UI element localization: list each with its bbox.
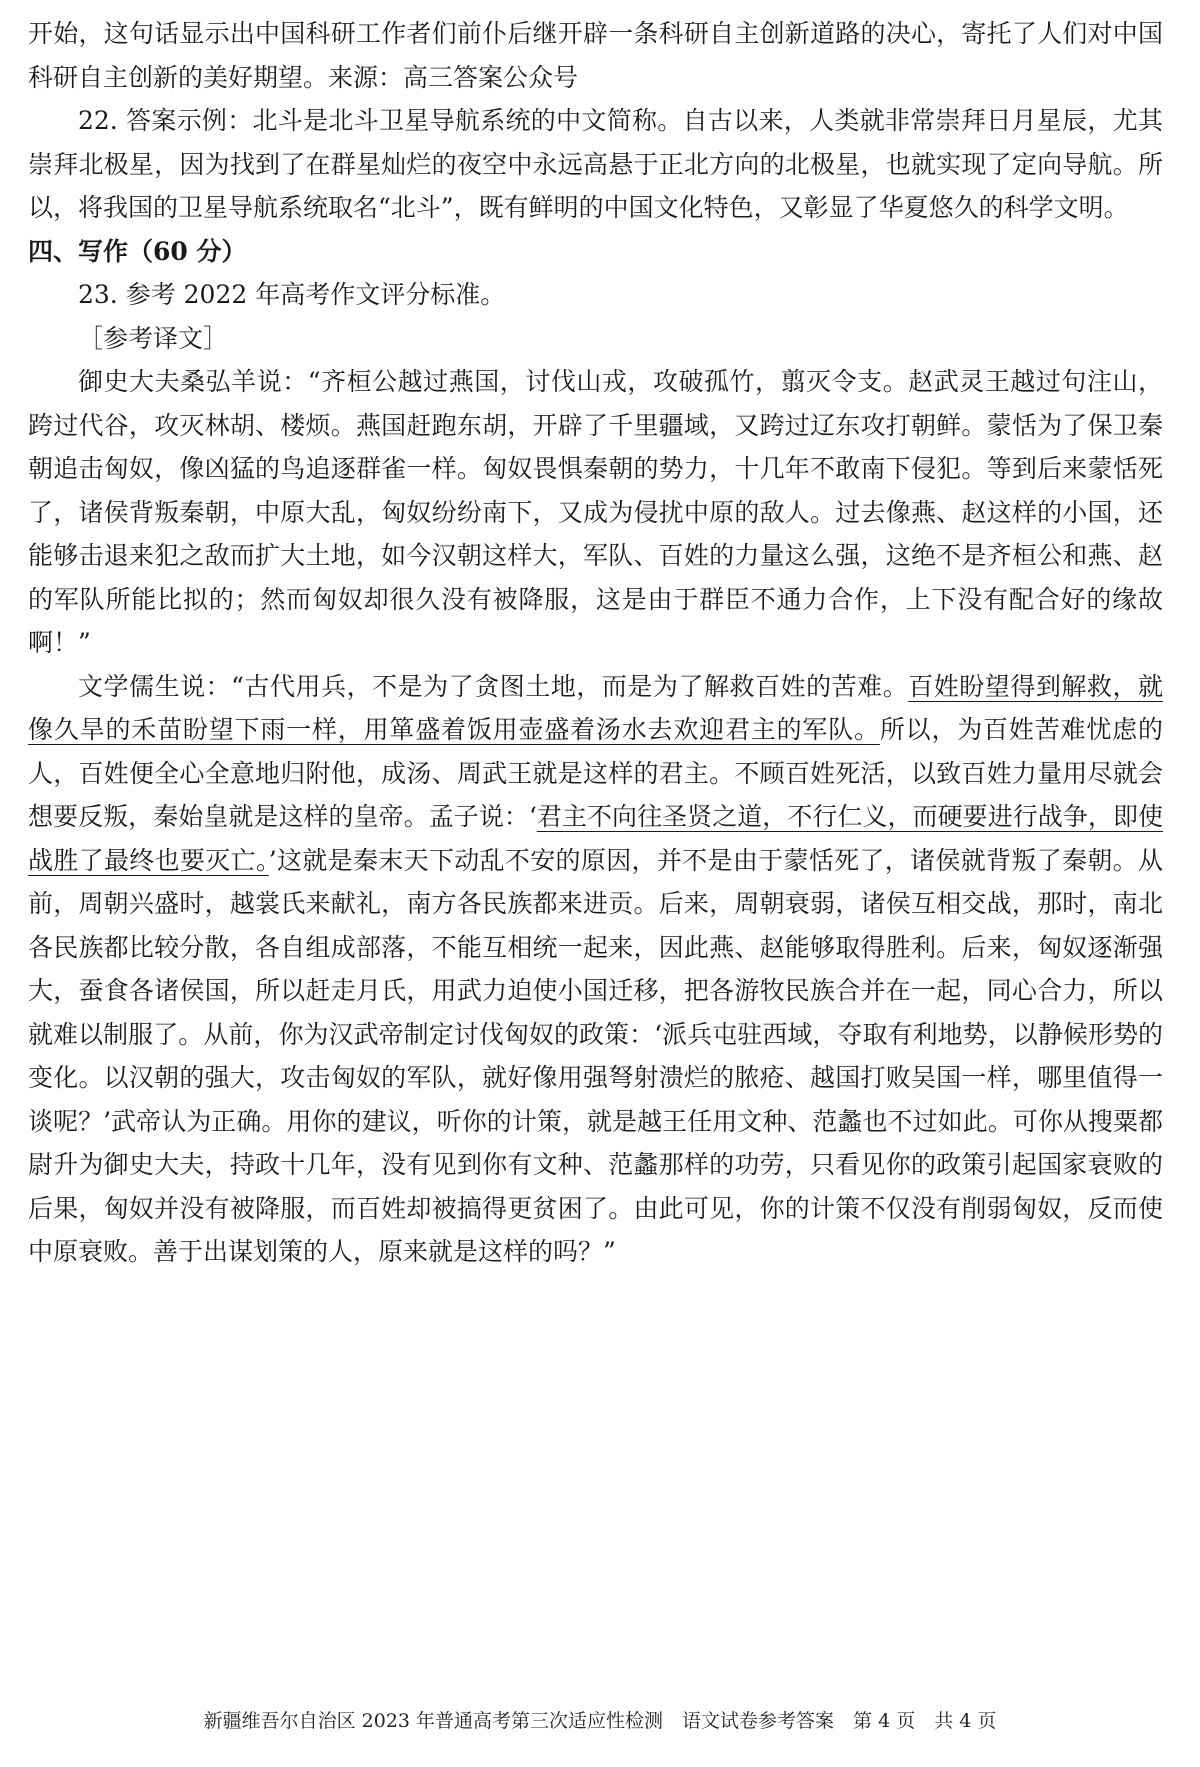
translation-paragraph-confucian-scholar <box>28 665 1163 1274</box>
translation-label: ［参考译文］ <box>78 323 229 353</box>
page-footer: 新疆维吾尔自治区 2023 年普通高考第三次适应性检测 语文试卷参考答案 第 4 页 共 4 页 <box>203 1710 997 1732</box>
scholar-sentence-1: 文学儒生说：“古代用兵，不是为了贪图土地，而是为了解救百姓的苦难。 <box>78 671 909 701</box>
answer-23-paragraph: 23. 参考 2022 年高考作文评分标准。 <box>78 280 506 309</box>
scholar-sentence-5: ’这就是秦末天下动乱不安的原因，并不是由于蒙恬死了，诸侯就背叛了秦朝。从前，周朝兴盛时，越裳氏来献礼，南方各民族都来进贡。后来，周朝衰弱，诸侯互相交战，那时，南北各民族都比较分散，各自组成部落，不能互相统一起来，因此燕、赵能够取得胜利。后来，匈奴逐渐强大，蚕食各诸侯国，所以赶走月氏，用武力迫使小国迁移，把各游牧民族合并在一起，同心合力，所以就难以制服了。从前，你为汉武帝制定讨伐匈奴的政策：‘派兵屯驻西域，夺取有利地势，以静候形势的变化。以汉朝的强大，攻击匈奴的军队，就好像用强弩射溃烂的脓疮、越国打败吴国一样，哪里值得一谈呢？’武帝认为正确。用你的建议，听你的计策，就是越王任用文种、范蠡也不过如此。可你从搜粟都尉升为御史大夫，持政十几年，没有见到你有文种、范蠡那样的功劳，只看见你的政策引起国家衰败的后果，匈奴并没有被降服，而百姓却被搞得更贫困了。由此可见，你的计策不仅没有削弱匈奴，反而使中原衰败。善于出谋划策的人，原来就是这样的吗？” <box>28 845 1163 1266</box>
section-title-writing: 四、写作（60 分） <box>28 236 247 266</box>
translation-paragraph-sang-hongyang: 御史大夫桑弘羊说：“齐桓公越过燕国，讨伐山戎，攻破孤竹，翦灭令支。赵武灵王越过句注山，跨过代谷，攻灭林胡、楼烦。燕国赶跑东胡，开辟了千里疆域，又跨过辽东攻打朝鲜。蒙恬为了保卫秦朝追击匈奴，像凶猛的鸟追逐群雀一样。匈奴畏惧秦朝的势力，十几年不敢南下侵犯。等到后来蒙恬死了，诸侯背叛秦朝，中原大乱，匈奴纷纷南下，又成为侵扰中原的敌人。过去像燕、赵这样的小国，还能够击退来犯之敌而扩大土地，如今汉朝这样大，军队、百姓的力量这么强，这绝不是齐桓公和燕、赵的军队所能比拟的；然而匈奴却很久没有被降服，这是由于群臣不通力合作，上下没有配合好的缘故啊！” <box>28 367 1163 657</box>
answer-document-page <box>28 12 1163 1274</box>
continued-answer-paragraph: 开始，这句话显示出中国科研工作者们前仆后继开辟一条科研自主创新道路的决心，寄托了人们对中国科研自主创新的美好期望。来源：高三答案公众号 <box>28 19 1163 92</box>
underlined-sentence-1: 百姓盼望得到解救，就像久旱的禾苗盼望下雨一样，用箪盛着饭用壶盛着汤水去欢迎君主的军队。 <box>28 671 1163 744</box>
scholar-sentence-3: 所以，为百姓苦难忧虑的人，百姓便全心全意地归附他，成汤、周武王就是这样的君主。不顾百姓死活，以致百姓力量用尽就会想要反叛，秦始皇就是这样的皇帝。孟子说：‘ <box>28 715 1163 831</box>
underlined-sentence-2: 君主不向往圣贤之道，不行仁义，而硬要进行战争，即使战胜了最终也要灭亡。 <box>28 802 1163 875</box>
answer-22-paragraph: 22. 答案示例：北斗是北斗卫星导航系统的中文简称。自古以来，人类就非常崇拜日月星辰，尤其崇拜北极星，因为找到了在群星灿烂的夜空中永远高悬于正北方向的北极星，也就实现了定向导航。所以，将我国的卫星导航系统取名“北斗”，既有鲜明的中国文化特色，又彰显了华夏悠久的科学文明。 <box>28 106 1163 222</box>
